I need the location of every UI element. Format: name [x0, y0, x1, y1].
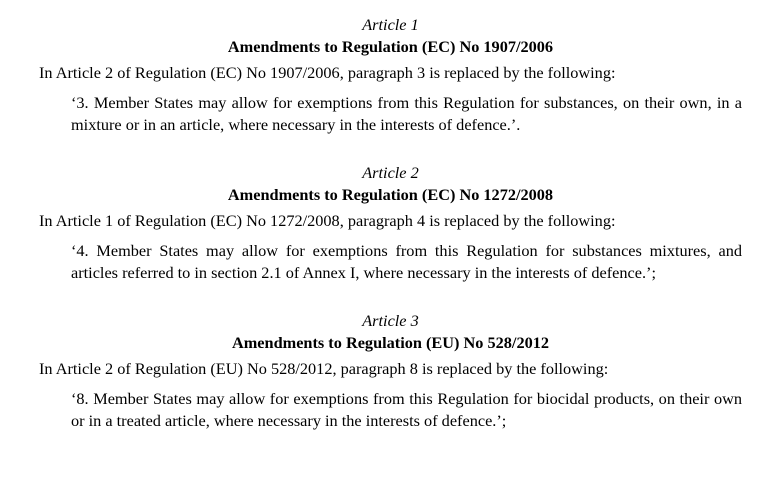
- article-number: Article 2: [362, 163, 419, 182]
- amendment-quote: ‘3. Member States may allow for exemptions from this Regulation for substances, on their own, in a mixture or in an article, where necessary in the interests of defence.’.: [71, 93, 742, 134]
- article-3: [39, 310, 742, 432]
- article-number: Article 1: [362, 15, 419, 34]
- article-intro: In Article 2 of Regulation (EU) No 528/2012, paragraph 8 is replaced by the following:: [39, 359, 609, 378]
- article-1: [39, 14, 742, 136]
- article-title: Amendments to Regulation (EC) No 1272/2008: [227, 185, 554, 204]
- article-title: Amendments to Regulation (EC) No 1907/2006: [227, 37, 554, 56]
- article-2: [39, 162, 742, 284]
- article-title: Amendments to Regulation (EU) No 528/2012: [231, 333, 550, 352]
- amendment-quote: ‘4. Member States may allow for exemptions from this Regulation for substances mixtures, and articles referred to in section 2.1 of Annex I, where necessary in the interests of defence.’;: [71, 241, 742, 282]
- article-intro: In Article 2 of Regulation (EC) No 1907/2006, paragraph 3 is replaced by the following:: [39, 63, 616, 82]
- amendment-quote: ‘8. Member States may allow for exemptions from this Regulation for biocidal products, on their own or in a treated article, where necessary in the interests of defence.’;: [71, 389, 742, 430]
- article-number: Article 3: [362, 311, 419, 330]
- article-intro: In Article 1 of Regulation (EC) No 1272/2008, paragraph 4 is replaced by the following:: [39, 211, 616, 230]
